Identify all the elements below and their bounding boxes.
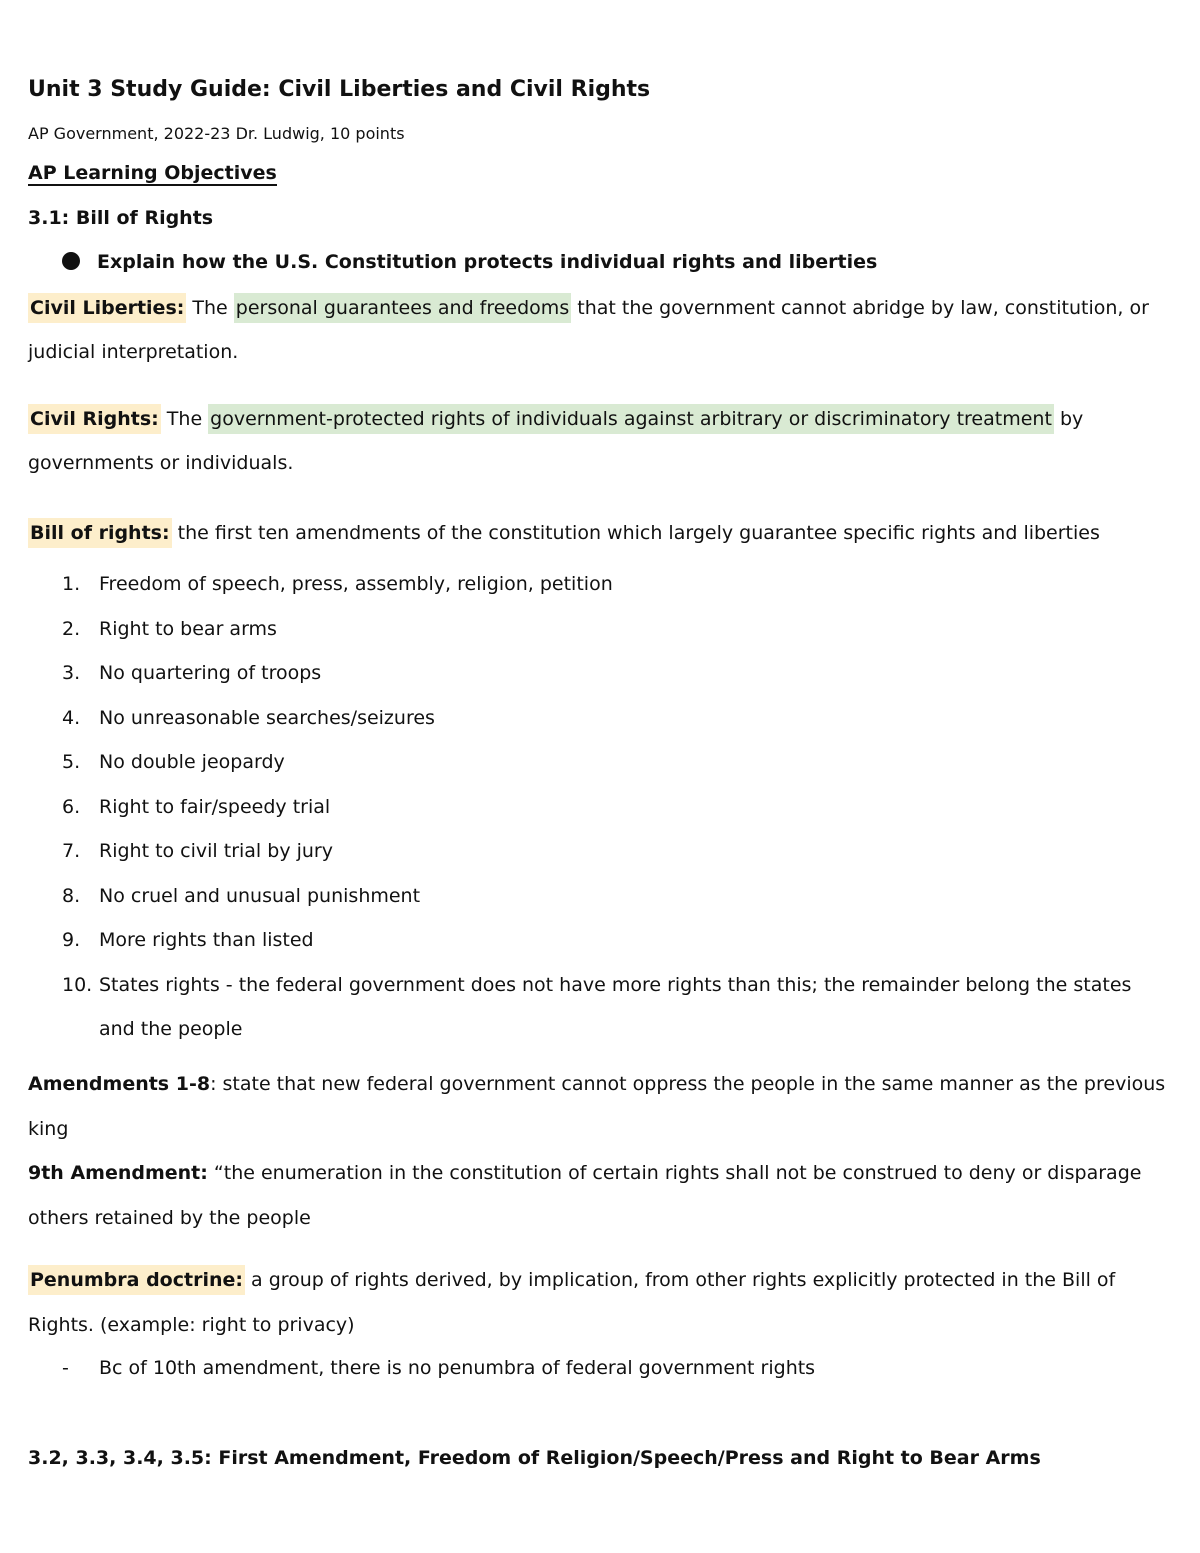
list-item-number: 10.: [62, 973, 93, 996]
list-item-text: Right to civil trial by jury: [99, 840, 333, 862]
penumbra-term: Penumbra doctrine:: [28, 1265, 245, 1295]
list-item: [28, 963, 1168, 1052]
civil-rights-term: Civil Rights:: [28, 404, 161, 434]
civil-rights-post: by: [1053, 408, 1084, 430]
bill-of-rights-term: Bill of rights:: [28, 518, 172, 548]
list-item-text: No double jeopardy: [99, 751, 285, 773]
civil-rights-line2: governments or individuals.: [28, 452, 294, 474]
civil-rights-definition: [28, 406, 1083, 432]
dash-item-text: Bc of 10th amendment, there is no penumbra of federal government rights: [99, 1357, 816, 1379]
objectives-heading-text: AP Learning Objectives: [28, 162, 277, 184]
section-3-2-heading: 3.2, 3.3, 3.4, 3.5: First Amendment, Freedom of Religion/Speech/Press and Right to Bear Arms: [28, 1447, 1041, 1469]
list-item-text: More rights than listed: [99, 929, 314, 951]
bullet-dot-icon: [62, 252, 80, 270]
list-item-number: 8.: [62, 884, 81, 907]
list-item-text: Freedom of speech, press, assembly, religion, petition: [99, 573, 613, 595]
civil-liberties-pre: The: [186, 297, 234, 319]
civil-liberties-highlight: personal guarantees and freedoms: [234, 293, 571, 323]
list-item-number: 1.: [62, 573, 81, 595]
amendments-1-8-definition: [28, 1071, 1165, 1097]
list-item-text: Right to fair/speedy trial: [99, 795, 331, 818]
penumbra-text: a group of rights derived, by implication, from other rights explicitly protected in the Bill of: [244, 1269, 1116, 1291]
doc-title: Unit 3 Study Guide: Civil Liberties and Civil Rights: [28, 77, 651, 102]
list-item-number: 9.: [62, 929, 81, 951]
doc-subtitle: AP Government, 2022-23 Dr. Ludwig, 10 points: [28, 124, 405, 143]
civil-liberties-line2: judicial interpretation.: [28, 341, 239, 363]
list-item-text: No cruel and unusual punishment: [99, 884, 421, 907]
list-item-number: 3.: [62, 662, 81, 684]
list-item-number: 5.: [62, 751, 81, 773]
penumbra-dash-item: [62, 1355, 815, 1381]
ninth-amendment-term: 9th Amendment:: [28, 1162, 208, 1184]
ninth-amendment-definition: [28, 1160, 1141, 1186]
list-item-number: 6.: [62, 795, 81, 818]
amendments-1-8-text: : state that new federal government cannot oppress the people in the same manner as the previous: [210, 1073, 1166, 1095]
list-item: [28, 696, 1168, 741]
bill-of-rights-text: the first ten amendments of the constitution which largely guarantee specific rights and liberties: [171, 522, 1100, 544]
penumbra-line2: Rights. (example: right to privacy): [28, 1314, 355, 1336]
ninth-amendment-line2: others retained by the people: [28, 1207, 311, 1229]
objective-bullet: [62, 249, 877, 275]
list-item-text: No unreasonable searches/seizures: [99, 706, 435, 729]
list-item-number: 2.: [62, 617, 81, 640]
amendments-1-8-line2: king: [28, 1118, 69, 1140]
amendments-1-8-term: Amendments 1-8: [28, 1073, 211, 1095]
amendments-list: [28, 562, 1168, 1052]
dash-mark: -: [62, 1357, 69, 1379]
ninth-amendment-text: “the enumeration in the constitution of certain rights shall not be construed to deny or disparage: [207, 1162, 1142, 1184]
list-item: [28, 918, 1168, 963]
list-item: [28, 874, 1168, 919]
civil-rights-highlight: government-protected rights of individuals against arbitrary or discriminatory treatment: [208, 404, 1054, 434]
list-item: [28, 785, 1168, 830]
objectives-heading: [28, 160, 277, 186]
objective-text: Explain how the U.S. Constitution protects individual rights and liberties: [97, 251, 878, 273]
penumbra-definition: [28, 1267, 1115, 1293]
list-item-number: 7.: [62, 840, 81, 862]
list-item: [28, 740, 1168, 785]
section-3-1-heading: 3.1: Bill of Rights: [28, 207, 214, 229]
list-item-text: No quartering of troops: [99, 662, 322, 684]
civil-liberties-term: Civil Liberties:: [28, 293, 186, 323]
list-item-number: 4.: [62, 706, 81, 729]
list-item: [28, 651, 1168, 696]
list-item: [28, 829, 1168, 874]
list-item: [28, 607, 1168, 652]
list-item-text: States rights - the federal government does not have more rights than this; the remainder belong the states and the people: [99, 973, 1132, 1040]
civil-liberties-post: that the government cannot abridge by law, constitution, or: [571, 297, 1149, 319]
list-item: [28, 562, 1168, 607]
bill-of-rights-definition: [28, 520, 1100, 546]
list-item-text: Right to bear arms: [99, 617, 277, 640]
civil-liberties-definition: [28, 295, 1149, 321]
civil-rights-pre: The: [160, 408, 209, 430]
